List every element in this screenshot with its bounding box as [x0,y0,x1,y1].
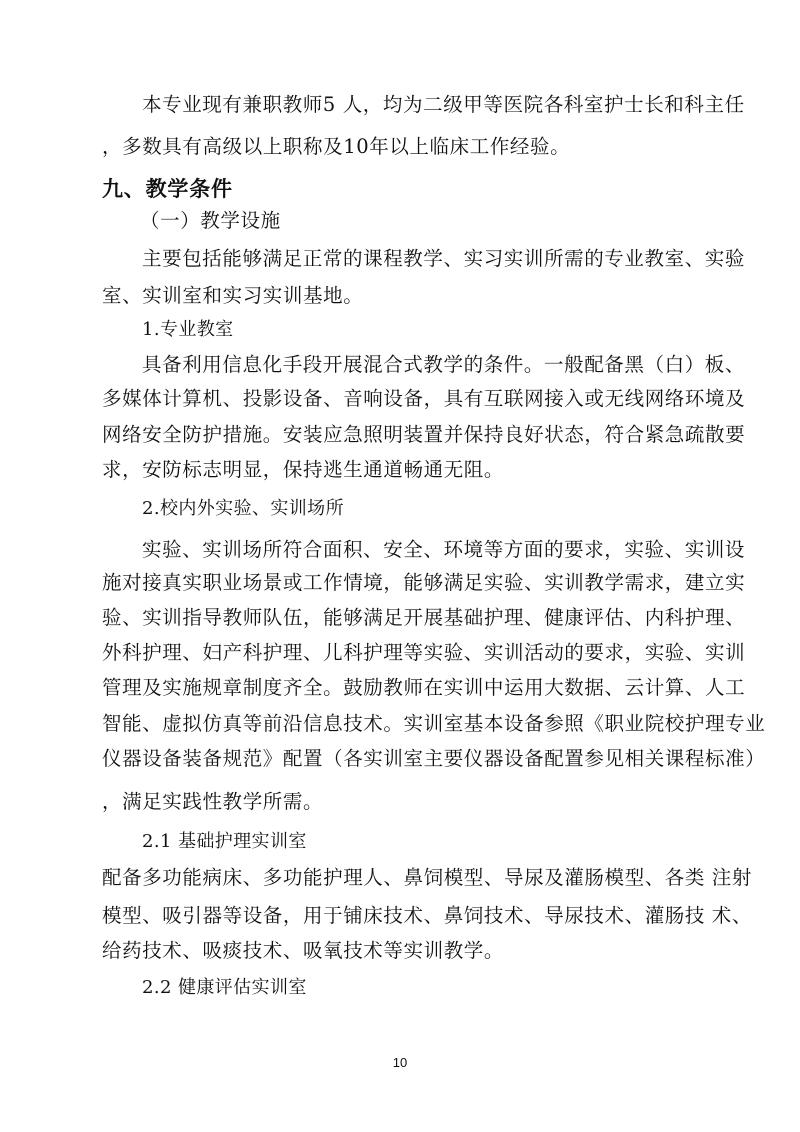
item21-body-line-1: 配备多功能病床、多功能护理人、鼻饲模型、导尿及灌肠模型、各类 注射 [102,866,752,889]
subsection-heading: （一）教学设施 [140,209,281,232]
item1-body-line-4: 求，安防标志明显，保持逃生通道畅通无阻。 [102,458,505,481]
item1-body-line-1: 具备利用信息化手段开展混合式教学的条件。一般配备黑（白）板、 [142,353,746,376]
item2-title: 2.校内外实验、实训场所 [142,498,344,519]
item2-body-line-8: ，满足实践性教学所需。 [102,790,324,813]
item2-body-line-6: 智能、虚拟仿真等前沿信息技术。实训室基本设备参照《职业院校护理专业 [102,712,766,735]
item2-body-line-2: 施对接真实职业场景或工作情境，能够满足实验、实训教学需求，建立实 [102,571,746,594]
section-heading: 九、教学条件 [102,176,233,201]
facilities-intro-line-2: 室、实训室和实习实训基地。 [102,284,364,307]
faculty-paragraph-line-2: ，多数具有高级以上职称及10年以上临床工作经验。 [102,135,571,158]
facilities-intro-line-1: 主要包括能够满足正常的课程教学、实习实训所需的专业教室、实验 [142,247,746,270]
item21-title: 2.1 基础护理实训室 [142,831,307,852]
item2-body-line-7: 仪器设备装备规范》配置（各实训室主要仪器设备配置参见相关课程标准） [102,747,766,770]
item2-body-line-5: 管理及实施规章制度齐全。鼓励教师在实训中运用大数据、云计算、人工 [102,676,746,699]
item1-body-line-2: 多媒体计算机、投影设备、音响设备，具有互联网接入或无线网络环境及 [102,387,746,410]
item2-body-line-1: 实验、实训场所符合面积、安全、环境等方面的要求，实验、实训设 [142,538,746,561]
item1-body-line-3: 网络安全防护措施。安装应急照明装置并保持良好状态，符合紧急疏散要 [102,423,746,446]
page-number: 10 [392,1055,408,1070]
item21-body-line-2: 模型、吸引器等设备，用于铺床技术、鼻饲技术、导尿技术、灌肠技 术、 [102,904,752,927]
faculty-paragraph-line-1: 本专业现有兼职教师5 人，均为二级甲等医院各科室护士长和科主任 [142,93,745,116]
item2-body-line-3: 验、实训指导教师队伍，能够满足开展基础护理、健康评估、内科护理、 [102,606,746,629]
item21-body-line-3: 给药技术、吸痰技术、吸氧技术等实训教学。 [102,939,505,962]
item1-title: 1.专业教室 [142,319,234,340]
item2-body-line-4: 外科护理、妇产科护理、儿科护理等实验、实训活动的要求，实验、实训 [102,641,746,664]
item22-title: 2.2 健康评估实训室 [142,977,307,998]
